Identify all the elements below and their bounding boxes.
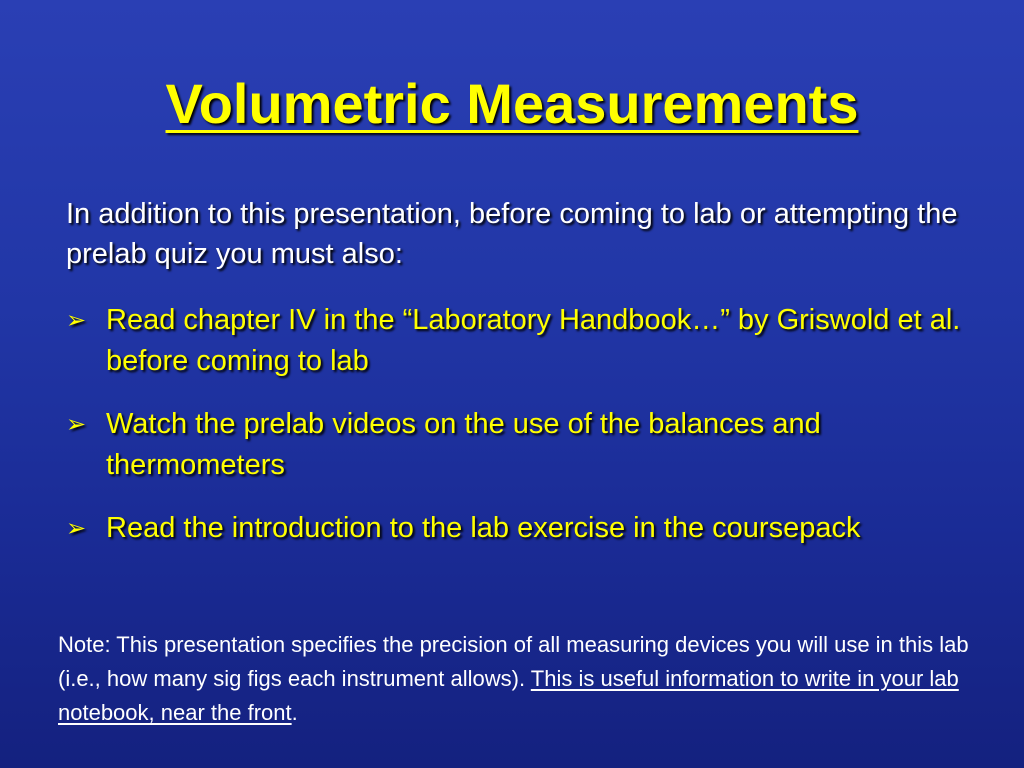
arrow-bullet-icon: ➢ [66, 411, 87, 438]
bullet-text: Read the introduction to the lab exercise in the coursepack [106, 512, 861, 544]
note-body: Note: This presentation specifies the precision of all measuring devices you will use in this lab (i.e., how many sig figs each instrument allows). [58, 632, 969, 691]
note-end: . [291, 700, 298, 725]
bullet-text: Watch the prelab videos on the use of the balances and thermometers [106, 408, 821, 481]
bullet-text: Read chapter IV in the “Laboratory Handbook…” by Griswold et al. before coming to lab [106, 304, 961, 377]
bullet-list [66, 300, 986, 571]
bullet-item [66, 300, 986, 382]
arrow-bullet-icon: ➢ [66, 307, 87, 334]
slide-title: Volumetric Measurements [165, 72, 859, 135]
bullet-item [66, 404, 986, 486]
arrow-bullet-icon: ➢ [66, 515, 87, 542]
bullet-item [66, 508, 986, 549]
intro-text: In addition to this presentation, before coming to lab or attempting the prelab quiz you must also: [66, 198, 958, 270]
note-text [58, 628, 988, 730]
note-underlined-text: This is useful information to write in your lab notebook, near the front [58, 666, 959, 725]
